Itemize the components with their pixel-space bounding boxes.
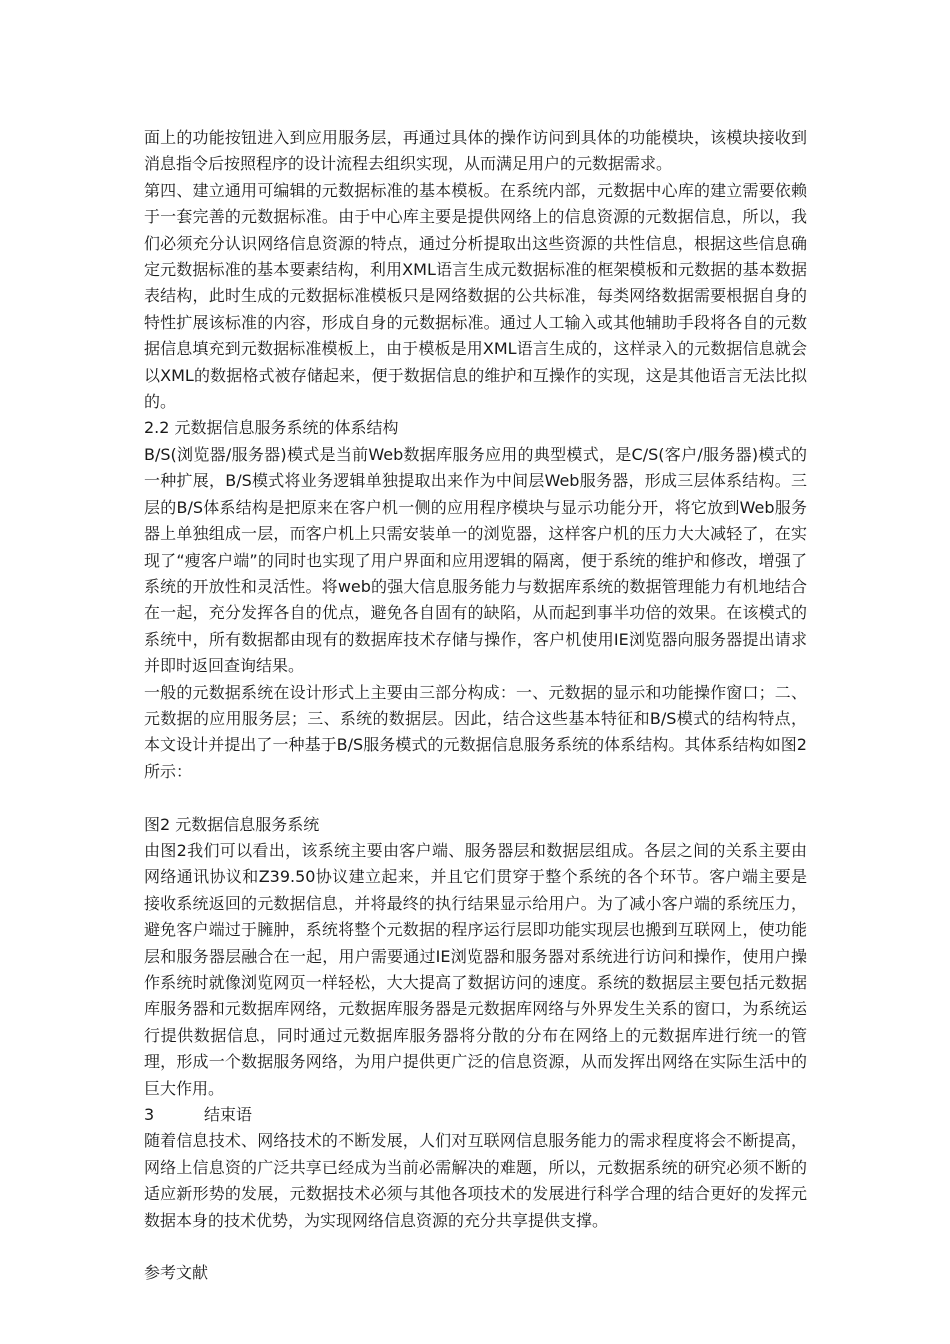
paragraph-continuation: 面上的功能按钮进入到应用服务层，再通过具体的操作访问到具体的功能模块，该模块接收到消息指令后按照程序的设计流程去组织实现，从而满足用户的元数据需求。 [144,128,807,174]
paragraph-general-structure: 一般的元数据系统在设计形式上主要由三部分构成：一、元数据的显示和功能操作窗口；二、元数据的应用服务层；三、系统的数据层。因此，结合这些基本特征和B/S模式的结构特点，本文设计并提出了一种基于B/S服务模式的元数据信息服务系统的体系结构。其体系结构如图2所示： [144,682,807,781]
section-title: 结束语 [204,1105,253,1125]
blank-line [144,1234,807,1260]
paragraph-fourth-point: 第四、建立通用可编辑的元数据标准的基本模板。在系统内部，元数据中心库的建立需要依赖于一套完善的元数据标准。由于中心库主要是提供网络上的信息资源的元数据信息，所以，我们必须充分认识网络信息资源的特点，通过分析提取出这些资源的共性信息，根据这些信息确定元数据标准的基本要素结构，利用XML语言生成元数据标准的框架模板和元数据的基本数据表结构，此时生成的元数据标准模板只是网络数据的公共标准，每类网络数据需要根据自身的特性扩展该标准的内容，形成自身的元数据标准。通过人工输入或其他辅助手段将各自的元数据信息填充到元数据标准模板上，由于模板是用XML语言生成的，这样录入的元数据信息就会以XML的数据格式被存储起来，便于数据信息的维护和互操作的实现，这是其他语言无法比拟的。 [144,180,807,412]
section-number: 3 [144,1105,155,1125]
section-heading-3 [144,1102,807,1128]
paragraph-conclusion: 随着信息技术、网络技术的不断发展，人们对互联网信息服务能力的需求程度将会不断提高，网络上信息资的广泛共享已经成为当前必需解决的难题，所以，元数据系统的研究必须不断的适应新形势的发展，元数据技术必须与其他各项技术的发展进行科学合理的结合更好的发挥元数据本身的技术优势，为实现网络信息资源的充分共享提供支撑。 [144,1131,807,1230]
paragraph-figure-2: 由图2我们可以看出，该系统主要由客户端、服务器层和数据层组成。各层之间的关系主要由网络通讯协议和Z39.50协议建立起来，并且它们贯穿于整个系统的各个环节。客户端主要是接收系统返回的元数据信息，并将最终的执行结果显示给用户。为了减小客户端的系统压力，避免客户端过于臃肿，系统将整个元数据的程序运行层即功能实现层也搬到互联网上，使功能层和服务器层融合在一起，用户需要通过IE浏览器和服务器对系统进行访问和操作，使用户操作系统时就像浏览网页一样轻松，大大提高了数据访问的速度。系统的数据层主要包括元数据库服务器和元数据库网络，元数据库服务器是元数据库网络与外界发生关系的窗口，为系统运行提供数据信息，同时通过元数据库服务器将分散的分布在网络上的元数据库进行统一的管理，形成一个数据服务网络，为用户提供更广泛的信息资源，从而发挥出网络在实际生活中的巨大作用。 [144,840,807,1098]
figure-caption: 图2 元数据信息服务系统 [144,814,320,834]
section-heading-2-2: 2.2 元数据信息服务系统的体系结构 [144,418,399,438]
blank-line [144,785,807,811]
references-heading: 参考文献 [144,1263,209,1283]
paragraph-bs-model: B/S(浏览器/服务器)模式是当前Web数据库服务应用的典型模式，是C/S(客户/服务器)模式的一种扩展，B/S模式将业务逻辑单独提取出来作为中间层Web服务器，形成三层体系结构。三层的B/S体系结构是把原来在客户机一侧的应用程序模块与显示功能分开，将它放到Web服务器上单独组成一层，而客户机上只需安装单一的浏览器，这样客户机的压力大大减轻了，在实现了“瘦客户端”的同时也实现了用户界面和应用逻辑的隔离，便于系统的维护和修改，增强了系统的开放性和灵活性。将web的强大信息服务能力与数据库系统的数据管理能力有机地结合在一起，充分发挥各自的优点，避免各自固有的缺陷，从而起到事半功倍的效果。在该模式的系统中，所有数据都由现有的数据库技术存储与操作，客户机使用IE浏览器向服务器提出请求并即时返回查询结果。 [144,444,807,676]
